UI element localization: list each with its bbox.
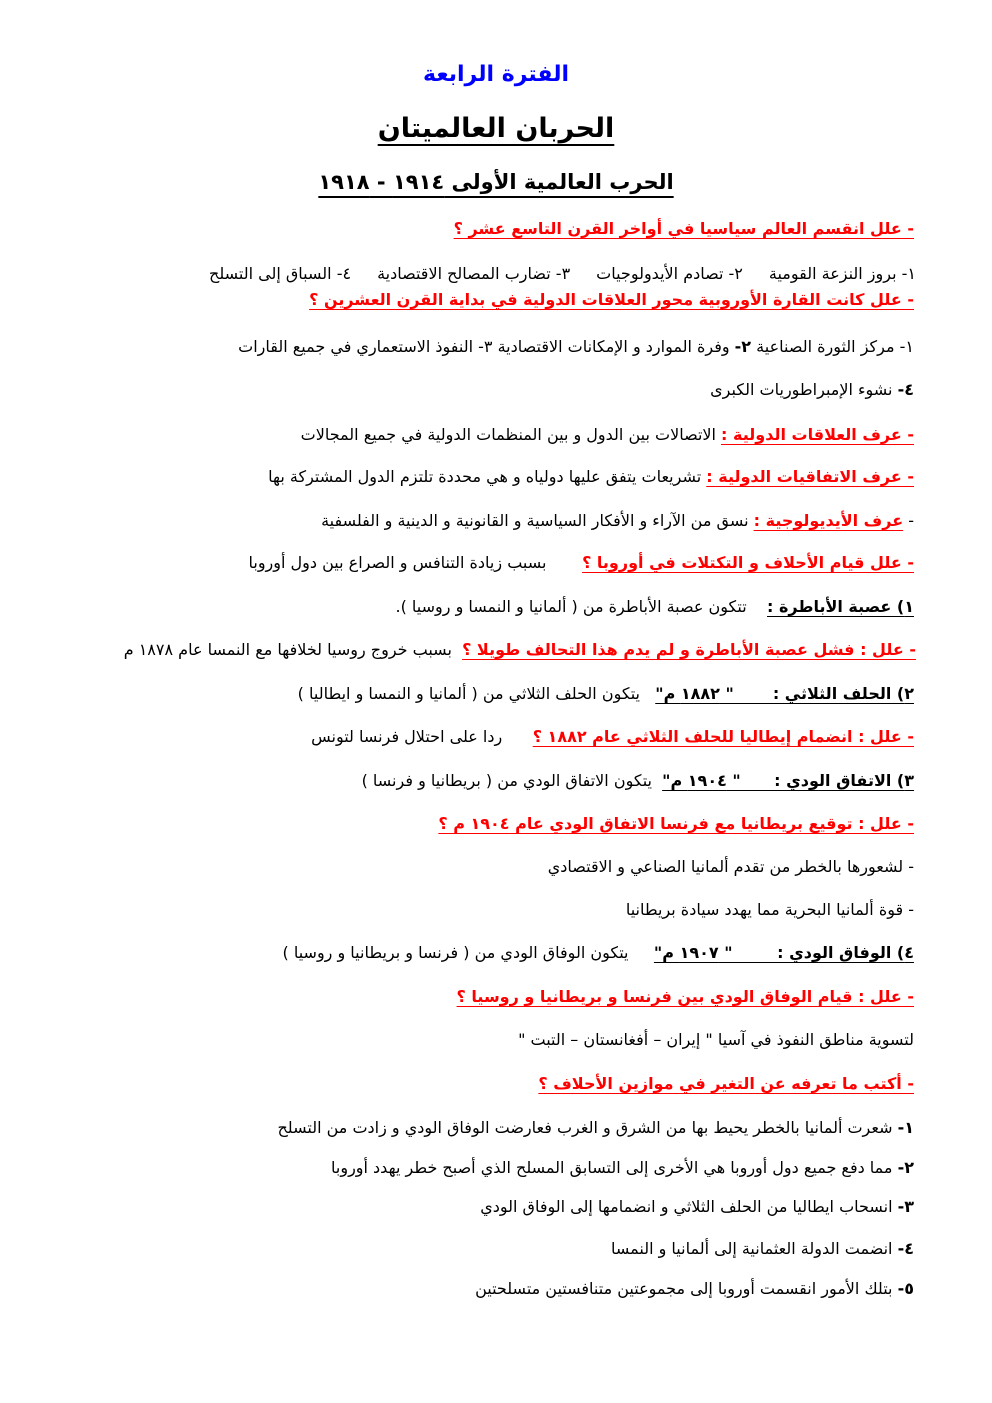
item-text: شعرت ألمانيا بالخطر يحيط بها من الشرق و الغرب فعارضت الوفاق الودي و زادت من التسلح: [277, 1118, 898, 1137]
question-balance-change: - أكتب ما تعرفه عن التغير في موازين الأحلاف ؟: [538, 1074, 914, 1093]
reason-item: ٣- تضارب المصالح الاقتصادية: [377, 264, 571, 283]
question-text: - علل : فشل عصبة الأباطرة و لم يدم هذا التحالف طويلا ؟: [462, 640, 916, 659]
question-world-division: - علل انقسم العالم سياسيا في أواخر القرن التاسع عشر ؟: [453, 219, 914, 238]
reason-item: ١- بروز النزعة القومية: [768, 264, 916, 283]
question-italy-joining: [311, 727, 914, 746]
definition-international-relations: [301, 425, 914, 444]
answer-item: لتسوية مناطق النفوذ في آسيا " إيران – أفغانستان – التبت ": [518, 1030, 914, 1049]
triple-entente: [283, 943, 914, 962]
answer-item: [480, 1197, 914, 1216]
heading-term: ١) عصبة الأباطرة :: [767, 597, 914, 616]
period-title: الفترة الرابعة: [423, 62, 569, 87]
definition-text: الاتصالات بين الدول و بين المنظمات الدولية في جميع المجالات: [300, 425, 722, 444]
answer-item: - لشعورها بالخطر من تقدم ألمانيا الصناعي و الاقتصادي: [547, 857, 914, 876]
answer-europe-center: [238, 337, 914, 356]
answer-text: ردا على احتلال فرنسا لتونس: [311, 727, 533, 746]
reasons-list: [209, 264, 916, 283]
definition-international-agreements: [268, 467, 914, 486]
question-triple-entente: - علل : قيام الوفاق الودي بين فرنسا و بريطانيا و روسيا ؟: [456, 987, 914, 1006]
answer-text: بسبب خروج روسيا لخلافها مع النمسا عام ١٨٧٨ م: [123, 640, 463, 659]
item-text: انسحاب ايطاليا من الحلف الثلاثي و انضمامها إلى الوفاق الودي: [480, 1197, 898, 1216]
item-number: ١-: [897, 1118, 914, 1137]
item-number: ٣-: [897, 1197, 914, 1216]
answer-text: بسبب زيادة التنافس و الصراع بين دول أوروبا: [248, 553, 583, 572]
item-number: ٤-: [897, 380, 914, 399]
league-of-emperors: [396, 597, 915, 616]
answer-item: [277, 1118, 914, 1137]
sub-title: الحرب العالمية الأولى ١٩١٤ - ١٩١٨: [318, 170, 674, 194]
item-text: نشوء الإمبراطوريات الكبرى: [710, 380, 898, 399]
definition-text: نسق من الآراء و الأفكار السياسية و القانونية و الدينية و الفلسفية: [321, 511, 754, 530]
reason-item: ٤- السباق إلى التسلح: [209, 264, 352, 283]
question-entente-signing: - علل : توقيع بريطانيا مع فرنسا الاتفاق الودي عام ١٩٠٤ م ؟: [438, 814, 914, 833]
heading-term: ٤) الوفاق الودي : " ١٩٠٧ م": [653, 943, 914, 962]
answer-item: [475, 1279, 914, 1298]
item-number: ٥-: [897, 1279, 914, 1298]
definition-term: - عرف العلاقات الدولية :: [721, 425, 914, 444]
item-text: انضمت الدولة العثمانية إلى ألمانيا و النمسا: [610, 1239, 898, 1258]
dash: -: [903, 511, 914, 530]
question-text: - علل قيام الأحلاف و التكتلات في أوروبا ؟: [582, 553, 914, 572]
answer-part: وفرة الموارد و الإمكانات الاقتصادية ٣- النفوذ الاستعماري في جميع القارات: [238, 337, 735, 356]
item-text: مما دفع جميع دول أوروبا هي الأخرى إلى التسابق المسلح الذي أصبح خطر يهدد أوروبا: [331, 1158, 898, 1177]
answer-item: [611, 1239, 914, 1258]
definition-term: - عرف الاتفاقيات الدولية :: [706, 467, 914, 486]
heading-term: ٢) الحلف الثلاثي : " ١٨٨٢ م": [655, 684, 914, 703]
answer-item: [710, 380, 914, 399]
heading-text: يتكون الحلف الثلاثي من ( ألمانيا و النمسا و ايطاليا ): [297, 684, 656, 703]
reason-item: ٢- تصادم الأيدولوجيات: [596, 264, 743, 283]
heading-term: ٣) الاتفاق الودي : " ١٩٠٤ م": [662, 771, 914, 790]
heading-text: يتكون الاتفاق الودي من ( بريطانيا و فرنسا ): [361, 771, 663, 790]
item-text: بتلك الأمور انقسمت أوروبا إلى مجموعتين متنافستين متسلحتين: [475, 1279, 898, 1298]
definition-text: تشريعات يتفق عليها دولياه و هي محددة تلتزم الدول المشتركة بها: [268, 467, 707, 486]
item-number: ٤-: [897, 1239, 914, 1258]
item-number: ٢-: [734, 337, 752, 356]
triple-alliance: [298, 684, 914, 703]
answer-part: ١- مركز الثورة الصناعية: [756, 337, 914, 356]
question-text: - علل : انضمام إيطاليا للحلف الثلاثي عام ١٨٨٢ ؟: [532, 727, 914, 746]
item-number: ٢-: [897, 1158, 914, 1177]
question-alliances: [249, 553, 915, 572]
question-europe-center: - علل كانت القارة الأوروبية محور العلاقات الدولية في بداية القرن العشرين ؟: [309, 290, 914, 309]
main-title: الحربان العالميتان: [377, 113, 615, 144]
answer-item: [331, 1158, 914, 1177]
question-league-failure: [124, 640, 916, 659]
entente-cordiale: [362, 771, 914, 790]
heading-text: تتكون عصبة الأباطرة من ( ألمانيا و النمسا و روسيا ).: [395, 597, 767, 616]
heading-text: يتكون الوفاق الودي من ( فرنسا و بريطانيا و روسيا ): [282, 943, 654, 962]
definition-ideology: [321, 511, 914, 530]
definition-term: عرف الأيديولوجية :: [753, 511, 904, 530]
answer-item: - قوة ألمانيا البحرية مما يهدد سيادة بريطانيا: [625, 900, 914, 919]
